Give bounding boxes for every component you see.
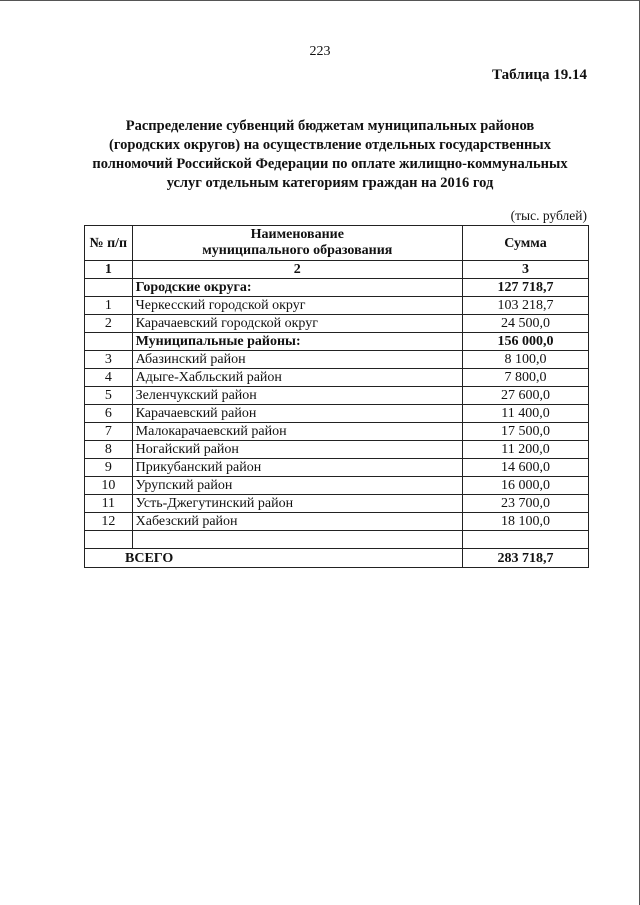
empty-row (85, 531, 589, 549)
row-sum: 27 600,0 (462, 387, 588, 405)
table-header-row (85, 226, 589, 261)
row-num: 8 (85, 441, 133, 459)
row-sum: 18 100,0 (462, 513, 588, 531)
group-row-city-districts (85, 279, 589, 297)
document-title (70, 117, 590, 193)
total-label: ВСЕГО (85, 549, 463, 568)
table-label: Таблица 19.14 (492, 67, 587, 83)
group-num-cell (85, 279, 133, 297)
header-sum: Сумма (462, 226, 588, 261)
table-row (85, 369, 589, 387)
total-value: 283 718,7 (462, 549, 588, 568)
row-sum: 11 400,0 (462, 405, 588, 423)
row-sum: 23 700,0 (462, 495, 588, 513)
row-name: Хабезский район (132, 513, 462, 531)
row-num: 6 (85, 405, 133, 423)
units-note: (тыс. рублей) (510, 208, 587, 223)
header-name-line: муниципального образования (202, 243, 393, 258)
subvention-table (84, 225, 589, 568)
row-name: Ногайский район (132, 441, 462, 459)
title-line: полномочий Российской Федерации по оплате жилищно-коммунальных (92, 156, 568, 172)
table-row (85, 423, 589, 441)
column-number: 2 (132, 261, 462, 279)
row-num: 9 (85, 459, 133, 477)
group-label: Муниципальные районы: (132, 333, 462, 351)
table-row (85, 513, 589, 531)
row-sum: 11 200,0 (462, 441, 588, 459)
row-sum: 7 800,0 (462, 369, 588, 387)
row-name: Адыге-Хабльский район (132, 369, 462, 387)
row-name: Карачаевский городской округ (132, 315, 462, 333)
row-name: Малокарачаевский район (132, 423, 462, 441)
row-num: 11 (85, 495, 133, 513)
row-num: 3 (85, 351, 133, 369)
column-number: 1 (85, 261, 133, 279)
row-num: 5 (85, 387, 133, 405)
row-name: Зеленчукский район (132, 387, 462, 405)
row-name: Прикубанский район (132, 459, 462, 477)
row-num: 10 (85, 477, 133, 495)
column-number-row (85, 261, 589, 279)
table-row (85, 351, 589, 369)
row-sum: 16 000,0 (462, 477, 588, 495)
row-name: Усть-Джегутинский район (132, 495, 462, 513)
title-line: Распределение субвенций бюджетам муниципальных районов (125, 118, 535, 134)
row-sum: 24 500,0 (462, 315, 588, 333)
empty-cell (132, 531, 462, 549)
header-name (132, 226, 462, 261)
row-name: Абазинский район (132, 351, 462, 369)
table-row (85, 495, 589, 513)
table-row (85, 405, 589, 423)
title-line: услуг отдельным категориям граждан на 2016 год (166, 175, 494, 191)
group-total: 127 718,7 (462, 279, 588, 297)
empty-cell (462, 531, 588, 549)
row-sum: 17 500,0 (462, 423, 588, 441)
group-num-cell (85, 333, 133, 351)
row-num: 2 (85, 315, 133, 333)
row-sum: 14 600,0 (462, 459, 588, 477)
header-num: № п/п (85, 226, 133, 261)
row-sum: 8 100,0 (462, 351, 588, 369)
row-num: 1 (85, 297, 133, 315)
row-name: Карачаевский район (132, 405, 462, 423)
column-number: 3 (462, 261, 588, 279)
row-name: Урупский район (132, 477, 462, 495)
header-name-line: Наименование (250, 227, 344, 242)
row-num: 4 (85, 369, 133, 387)
group-total: 156 000,0 (462, 333, 588, 351)
title-line: (городских округов) на осуществление отдельных государственных (109, 137, 551, 153)
table-row (85, 315, 589, 333)
table-row (85, 441, 589, 459)
row-num: 12 (85, 513, 133, 531)
table-row (85, 459, 589, 477)
table-row (85, 387, 589, 405)
page-number: 223 (309, 44, 331, 59)
row-name: Черкесский городской округ (132, 297, 462, 315)
row-num: 7 (85, 423, 133, 441)
table-row (85, 297, 589, 315)
row-sum: 103 218,7 (462, 297, 588, 315)
total-row (85, 549, 589, 568)
group-row-municipal-districts (85, 333, 589, 351)
table-row (85, 477, 589, 495)
empty-cell (85, 531, 133, 549)
group-label: Городские округа: (132, 279, 462, 297)
page-edge-top (0, 0, 640, 1)
